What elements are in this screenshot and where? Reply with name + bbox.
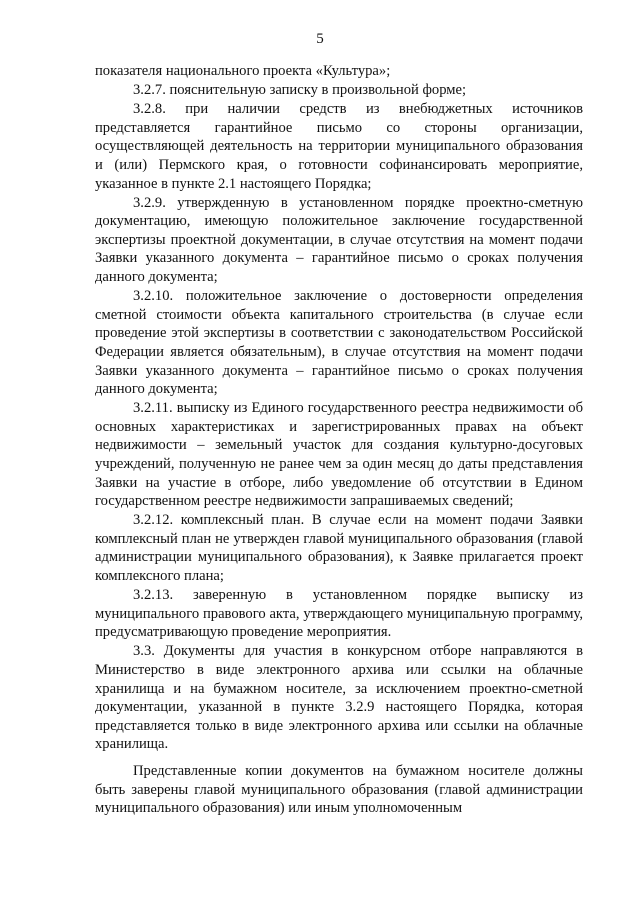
page-number: 5 [316, 31, 324, 47]
paragraph-copies: Представленные копии документов на бумажном носителе должны быть заверены главой муниципального образования (главой администрации муниципального образования) или иным уполномоченным [95, 762, 583, 817]
paragraph-3-3: 3.3. Документы для участия в конкурсном отборе направляются в Министерство в виде электронного архива или ссылки на облачные хранилища и на бумажном носителе, за исключением проектно-сметной документации, указанной в пункте 3.2.9 настоящего Порядка, которая представляется только в виде электронного архива или ссылки на облачные хранилища. [95, 643, 583, 753]
paragraph-3-2-11: 3.2.11. выписку из Единого государственного реестра недвижимости об основных характеристиках и зарегистрированных правах на объект недвижимости – земельный участок для создания культурно-досуговых учреждений, полученную не ранее чем за один месяц до даты представления Заявки на участие в отборе, либо уведомление об отсутствии в Едином государственном реестре недвижимости запрашиваемых сведений; [95, 400, 583, 510]
paragraph-3-2-10: 3.2.10. положительное заключение о достоверности определения сметной стоимости объекта капитального строительства (в случае если проведение этой экспертизы в соответствии с законодательством Российской Федерации является обязательным), в случае отсутствия на момент подачи Заявки указанного документа – гарантийное письмо о сроках получения данного документа; [95, 288, 583, 398]
paragraph-3-2-13: 3.2.13. заверенную в установленном порядке выписку из муниципального правового акта, утверждающего муниципальную программу, предусматривающую проведение мероприятия. [95, 587, 583, 641]
paragraph-3-2-8: 3.2.8. при наличии средств из внебюджетных источников представляется гарантийное письмо со стороны организации, осуществляющей деятельность на территории муниципального образования и (или) Пермского края, о готовности софинансировать мероприятие, указанное в пункте 2.1 настоящего Порядка; [95, 101, 583, 192]
document-body [95, 62, 583, 818]
paragraph-3-2-7: 3.2.7. пояснительную записку в произвольной форме; [133, 82, 467, 99]
paragraph-continuation: показателя национального проекта «Культура»; [95, 63, 391, 79]
paragraph-3-2-9: 3.2.9. утвержденную в установленном порядке проектно-сметную документацию, имеющую положительное заключение государственной экспертизы проектной документации, в случае отсутствия на момент подачи Заявки указанного документа – гарантийное письмо о сроках получения данного документа; [95, 194, 583, 286]
paragraph-3-2-12: 3.2.12. комплексный план. В случае если на момент подачи Заявки комплексный план не утвержден главой муниципального образования (главой администрации муниципального образования), к Заявке прилагается проект комплексного плана; [95, 512, 583, 585]
